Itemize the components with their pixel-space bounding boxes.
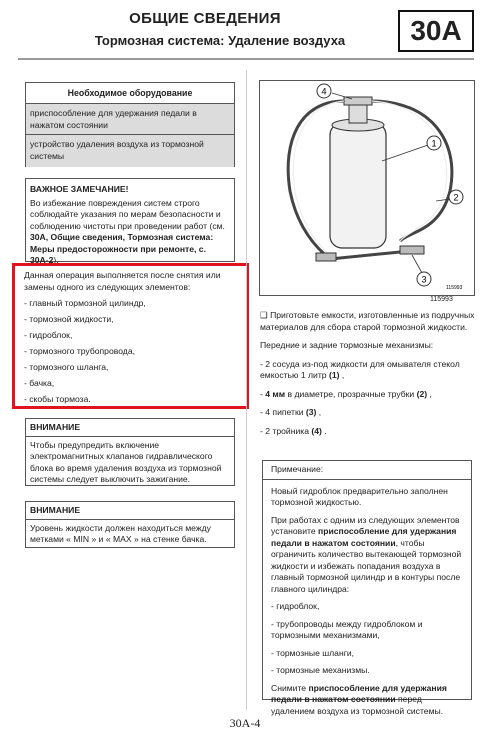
important-note — [25, 178, 235, 265]
leader-1 — [382, 145, 428, 161]
list-item: - тормозные механизмы. — [271, 665, 370, 675]
callout-4 — [317, 84, 331, 98]
tube-bottom — [330, 251, 410, 259]
warning-heading: ВНИМАНИЕ — [26, 505, 234, 520]
note-paragraph: Новый гидроблок предварительно заполнен тормозной жидкостью. — [271, 485, 448, 507]
list-item: - 2 сосуда из-под жидкости для омывателя стекол емкостью 1 литр (1) , — [260, 358, 460, 380]
list-item: - 4 пипетки (3) , — [260, 407, 322, 417]
important-text: Во избежание повреждения систем строго соблюдайте указания по мерам безопасности и соблюдению чистоты при проведении работ (см. 30А, Общие сведения, Тормозная система: Меры предосторожности при ремонте, с. 30А-2). — [30, 197, 225, 265]
important-heading: ВАЖНОЕ ЗАМЕЧАНИЕ! — [30, 184, 129, 194]
note-box — [262, 460, 472, 716]
list-item: - главный тормозной цилиндр, — [24, 297, 146, 308]
leader-3 — [412, 255, 422, 273]
list-item: - тормозного трубопровода, — [24, 345, 135, 356]
pipette-right — [400, 246, 424, 254]
warning-text: Чтобы предупредить включение электромагнитных клапанов гидравлического блока во время удаления воздуха из тормозной системы следует выключить зажигание. — [30, 439, 222, 484]
bleeding-kit-figure — [259, 80, 475, 296]
list-item: - гидроблок, — [271, 601, 320, 611]
page-title: ОБЩИЕ СВЕДЕНИЯ — [129, 10, 281, 27]
instructions-intro: ❑ Приготовьте емкости, изготовленные из подручных материалов для сбора старой тормозной жидкости. — [260, 310, 475, 332]
list-item: - гидроблок, — [24, 329, 73, 340]
warning-box-ignition — [25, 418, 235, 486]
callout-3 — [417, 272, 431, 286]
header-divider — [18, 58, 474, 60]
svg-text:3: 3 — [421, 274, 427, 285]
section-code: 30A — [398, 10, 474, 52]
callout-1 — [427, 136, 441, 150]
highlighted-elements-block — [12, 263, 249, 409]
bottle-neck — [349, 103, 367, 123]
page-subtitle: Тормозная система: Удаление воздуха — [94, 33, 346, 48]
equipment-row: приспособление для удержания педали в нажатом состоянии — [26, 104, 234, 135]
checkbox-bullet-icon: ❑ — [260, 310, 271, 320]
note-paragraph: Снимите приспособление для удержания педали в нажатом состоянии перед удалением воздуха из тормозной системы. — [271, 682, 447, 716]
callout-2 — [449, 190, 463, 204]
leader-4 — [332, 93, 352, 99]
note-paragraph: При работах с одним из следующих элементов установите приспособление для удержания педали в нажатом состоянии, чтобы ограничить количество вытекающей тормозной жидкости и избежать попадания воздуха в главный тормозной цилиндр и в контуры после главного цилиндра: — [271, 514, 462, 594]
svg-text:1: 1 — [431, 138, 437, 149]
list-item: - тормозные шланги, — [271, 647, 355, 658]
list-item: - тормозного шланга, — [24, 361, 109, 372]
svg-text:4: 4 — [321, 86, 327, 97]
equipment-row: устройство удаления воздуха из тормозной системы — [26, 135, 234, 167]
pipette-left — [316, 253, 336, 261]
instructions-sub: Передние и задние тормозные механизмы: — [260, 340, 434, 350]
list-item: - трубопроводы между гидроблоком и тормозными механизмами, — [271, 618, 423, 640]
bottle-body — [330, 123, 386, 248]
page-number: 30A-4 — [229, 716, 261, 730]
column-divider — [246, 70, 247, 710]
equipment-heading: Необходимое оборудование — [26, 83, 234, 104]
bleeding-kit-drawing — [260, 81, 474, 295]
list-item: - тормозной жидкости, — [24, 313, 114, 324]
equipment-table — [25, 82, 235, 167]
list-item: - скобы тормоза. — [24, 394, 91, 405]
note-heading: Примечание: — [263, 464, 471, 480]
warning-text: Уровень жидкости должен находиться между метками « MIN » и « MAX » на стенке бачка. — [30, 522, 211, 544]
instructions — [260, 310, 476, 444]
list-item: - 2 тройника (4) . — [260, 425, 327, 436]
highlight-intro: Данная операция выполняется после снятия или замены одного из следующих элементов: — [24, 270, 221, 292]
list-item: - бачка, — [24, 378, 55, 389]
figure-caption: 115993 — [430, 296, 453, 303]
svg-text:2: 2 — [453, 192, 459, 203]
figure-inner-ref: 115993 — [446, 285, 463, 291]
warning-box-fluid-level — [25, 501, 235, 548]
list-item: - 4 мм в диаметре, прозрачные трубки (2) , — [260, 388, 432, 399]
warning-heading: ВНИМАНИЕ — [26, 422, 234, 437]
